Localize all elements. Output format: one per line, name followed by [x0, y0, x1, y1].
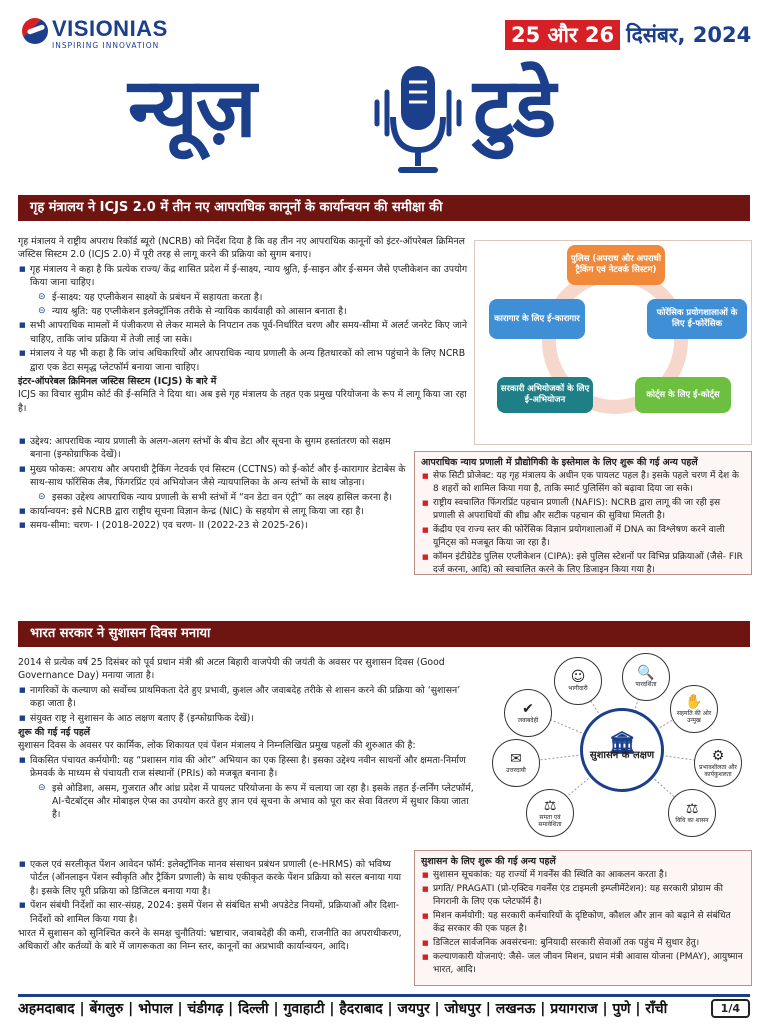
trait-accountability	[504, 689, 552, 737]
brand-name: VISIONIAS	[52, 16, 168, 41]
chat-icon: ✉	[510, 751, 522, 767]
governance-challenges: भारत में सुशासन को सुनिश्चित करने के समक्ष चुनौतियां: भ्रष्टाचार, जवाबदेही की कमी, राजनीति का अपराधीकरण, अधिकारों और कर्तव्यों के बारे में जागरूकता का निम्न स्तर, कानूनों का अप्रभावी कार्यान्वयन, आदि।	[18, 928, 402, 953]
gauge-icon: ⚙	[711, 747, 725, 764]
section-title-icjs: गृह मंत्रालय ने ICJS 2.0 में तीन नए आपराधिक कानूनों के कार्यान्वयन की समीक्षा की	[18, 195, 750, 221]
section-title-good-governance: भारत सरकार ने सुशासन दिवस मनाया	[18, 621, 750, 647]
governance-center	[580, 708, 664, 792]
list-item: ⊝ इसका उद्देश्य आपराधिक न्याय प्रणाली के सभी स्तंभों में “वन डेटा वन एंट्री” का लक्ष्य हासिल करना है।	[38, 491, 410, 504]
section1-left-column-lower	[18, 435, 410, 534]
initiatives-lead: सुशासन दिवस के अवसर पर कार्मिक, लोक शिकायत एवं पेंशन मंत्रालय ने निम्नलिखित प्रमुख पहलों की शुरुआत की है:	[18, 740, 416, 752]
trait-label: विधि का शासन	[675, 817, 709, 824]
node-courts: कोर्ट्स के लिए ई-कोर्ट्स	[635, 377, 731, 413]
trait-consensus	[670, 685, 718, 733]
section1-intro: गृह मंत्रालय ने राष्ट्रीय अपराध रिकॉर्ड ब्यूरो (NCRB) को निर्देश दिया है कि वह तीन नए आपराधिक कानूनों को इंटर-ऑपरेबल क्रिमिनल जस्टिस सिस्टम 2.0 (ICJS 2.0) में पूरी तरह से लागू करने की प्रक्रिया को सुगम बनाए।	[18, 236, 465, 261]
list-item	[18, 263, 468, 319]
node-prison: कारागार के लिए ई-कारागार	[489, 299, 585, 339]
masthead-today: टुडे	[473, 61, 555, 156]
icjs-pillars-diagram	[474, 240, 752, 445]
trait-label: भागीदारी	[568, 685, 588, 692]
trait-label: प्रभावशीलता और कार्यकुशलता	[699, 763, 737, 778]
good-governance-diagram	[490, 653, 750, 843]
list-item: ■ समय-सीमा: चरण- I (2018-2022) एव चरण- II (2022-23 से 2025-26)।	[18, 519, 410, 532]
list-item: ⊝ न्याय श्रुति: यह एप्लीकेशन इलेक्ट्रॉनिक तरीके से न्यायिक कार्यवाही को आसान बनाता है।	[38, 305, 468, 318]
page-number: 1/4	[711, 999, 750, 1018]
list-item: ■ एकल एवं सरलीकृत पेंशन आवेदन फॉर्म: इलेक्ट्रॉनिक मानव संसाधन प्रबंधन प्रणाली (e-HRMS) को भविष्य पोर्टल (ऑनलाइन पेंशन स्वीकृति और ट्रैकिंग प्रणाली) के साथ एकीकृत करके पेंशन प्रक्रिया को सरल बनाया गया है। इसके लिए पूरी प्रक्रिया को डिजिटल बनाया गया है।	[18, 858, 410, 898]
news-today-masthead	[128, 62, 648, 177]
list-item: ■ कार्यान्वयन: इसे NCRB द्वारा राष्ट्रीय सूचना विज्ञान केन्द्र (NIC) के सहयोग से लागू किया जा रहा है।	[18, 505, 410, 518]
other-initiatives-box-1	[414, 451, 752, 575]
city-list: अहमदाबाद | बेंगलुरु | भोपाल | चंडीगढ़ | दिल्ली | गुवाहाटी | हैदराबाद | जयपुर | जोधपुर | लखनऊ | प्रयागराज | पुणे | राँची	[18, 1001, 668, 1017]
brand-tagline: INSPIRING INNOVATION	[52, 41, 160, 50]
trait-label: पारदर्शिता	[635, 681, 657, 688]
list-item: ■ संयुक्त राष्ट्र ने सुशासन के आठ लक्षण बताए हैं (इन्फोग्राफिक देखें)।	[18, 712, 474, 725]
globe-logo-icon	[22, 18, 48, 44]
list-item: ■ सेफ सिटी प्रोजेक्ट: यह गृह मंत्रालय के अधीन एक पायलट पहल है। इसके पहले चरण में देश के 8 शहरों को शामिल किया गया है, ताकि स्मार्ट पुलिसिंग को बढ़ावा दिया जा सके।	[421, 470, 745, 496]
list-item: ■ केंद्रीय एव राज्य स्तर की फोरेंसिक विज्ञान प्रयोगशालाओं में DNA का विश्लेषण करने वाली यूनिट्स को मजबूत किया जा रहा है।	[421, 524, 745, 550]
icjs-main-focus: मुख्य फोकस: अपराध और अपराधी ट्रैकिंग नेटवर्क एवं सिस्टम (CCTNS) को ई-कोर्ट और ई-कारागार डेटाबेस के साथ-साथ फॉरेंसिक लैब, फिंगरप्रिंट एवं अभियोजन जैसे न्यायपालिका के अन्य स्तंभों के साथ जोड़ना।	[30, 463, 406, 489]
microphone-icon	[373, 62, 463, 177]
visionias-logo	[22, 18, 168, 50]
list-item: ■ मंत्रालय ने यह भी कहा है कि जांच अधिकारियों और आपराधिक न्याय प्रणाली के अन्य हितधारकों को लाभ पहुंचाने के लिए NCRB द्वारा एक डेटा समृद्ध प्लेटफॉर्म बनाया जाना चाहिए।	[18, 347, 468, 374]
trait-rule-of-law	[668, 789, 716, 837]
group-icon: ⚖	[543, 797, 557, 814]
list-item: ⊝ ई-साक्ष्य: यह एप्लीकेशन साक्ष्यों के प्रबंधन में सहायता करता है।	[38, 291, 468, 304]
node-police: पुलिस (अपराध और अपराधी ट्रैकिंग एवं नेटवर्क सिस्टम)	[567, 245, 665, 285]
node-forensic: फोरेंसिक प्रयोगशालाओं के लिए ई-फोरेंसिक	[647, 299, 747, 339]
trait-effectiveness	[694, 739, 742, 787]
building-icon: 🏛	[608, 731, 636, 756]
checklist-icon: ✔	[522, 701, 534, 717]
node-prosecution: सरकारी अभियोजकों के लिए ई-अभियोजन	[497, 377, 593, 413]
list-item	[18, 754, 474, 822]
people-icon: ☺	[570, 669, 586, 685]
issue-date	[505, 20, 751, 50]
list-item	[18, 463, 410, 504]
list-item: ■ कल्याणकारी योजनाएं: जैसे- जल जीवन मिशन, प्रधान मंत्री आवास योजना (PMAY), आयुष्मान भारत, आदि।	[421, 951, 745, 977]
section2-left-column	[18, 656, 474, 823]
trait-label: जवाबदेही	[517, 717, 539, 724]
section1-point-1: गृह मंत्रालय ने कहा है कि प्रत्येक राज्य/ केंद्र शासित प्रदेश में ई-साक्ष्य, न्याय श्रुति, ई-साइन और ई-समन जैसे एप्लीकेशन का उपयोग किया जाना चाहिए।	[30, 263, 468, 289]
trait-responsiveness	[492, 739, 540, 787]
gavel-icon: ⚖	[685, 801, 699, 817]
section2-left-column-lower	[18, 858, 410, 955]
icjs-about: ICJS का विचार सुप्रीम कोर्ट की ई-समिति ने दिया था। अब इसे गृह मंत्रालय के तहत एक प्रमुख परियोजना के रूप में लागू किया जा रहा है।	[18, 389, 467, 414]
trait-label: सहमति की ओर उन्मुख	[676, 709, 712, 724]
initiatives-subheading: शुरू की गई नई पहलें	[18, 727, 91, 739]
list-item: ■ राष्ट्रीय स्वचालित फिंगरप्रिंट पहचान प्रणाली (NAFIS): NCRB द्वारा लागू की जा रही इस प्रणाली से अपराधियों की शीघ्र और सटीक पहचान की सुविधा मिलती है।	[421, 497, 745, 523]
trait-label: समता एवं समावेशिता	[538, 813, 562, 828]
box2-title: सुशासन के लिए शुरू की गई अन्य पहलें	[421, 856, 556, 867]
list-item: ■ कॉमन इंटीग्रेटेड पुलिस एप्लीकेशन (CIPA): इसे पुलिस स्टेशनों पर विभिन्न प्रक्रियाओं (जैसे- FIR दर्ज करना, आदि) को स्वचालित करने के लिए डिजाइन किया गया है।	[421, 551, 745, 577]
list-item: ■ पेंशन संबंधी निर्देशों का सार-संग्रह, 2024: इसमें पेंशन से संबंधित सभी अपडेटेड नियमों, प्रक्रियाओं और दिशा-निर्देशों को शामिल किया गया है।	[18, 899, 410, 926]
masthead-news: न्यूज़	[128, 61, 255, 156]
list-item: ■ नागरिकों के कल्याण को सर्वोच्च प्राथमिकता देते हुए प्रभावी, कुशल और जवाबदेह तरीके से शासन करने की प्रक्रिया को ‘सुशासन’ कहा जाता है।	[18, 684, 474, 711]
list-item: ⊝ इसे ओडिशा, असम, गुजरात और आंध्र प्रदेश में पायलट परियोजना के रूप में चलाया जा रहा है। इसके तहत ई-लर्निंग प्लेटफॉर्म, AI-चैटबॉट्स और मोबाइल ऐप्स का उपयोग करते हुए ज्ञान एवं सूचना के अभाव को पूरा कर सेवा वितरण में सुधार किया जाता है।	[38, 782, 474, 822]
list-item: ■ सभी आपराधिक मामलों में पंजीकरण से लेकर मामले के निपटान तक पूर्व-निर्धारित चरण और समय-सीमा में अलर्ट जनरेट किए जाने चाहिए, ताकि जांच प्रक्रिया में तेजी लाई जा सके।	[18, 319, 468, 346]
issue-date-month-year: दिसंबर, 2024	[626, 23, 752, 47]
footer	[18, 994, 750, 1020]
list-item: ■ उद्देश्य: आपराधिक न्याय प्रणाली के अलग-अलग स्तंभों के बीच डेटा और सूचना के सुगम हस्तांतरण को सक्षम बनाना (इन्फोग्राफिक देखें)।	[18, 435, 410, 462]
trait-participation	[554, 657, 602, 705]
trait-transparency	[622, 653, 670, 701]
box1-title: आपराधिक न्याय प्रणाली में प्रौद्योगिकी के इस्तेमाल के लिए शुरू की गई अन्य पहलें	[421, 457, 698, 468]
section2-intro: 2014 से प्रत्येक वर्ष 25 दिसंबर को पूर्व प्रधान मंत्री श्री अटल बिहारी वाजपेयी की जयंती के अवसर पर सुशासन दिवस (Good Governance Day) मनाया जाता है।	[18, 657, 445, 682]
section1-left-column	[18, 235, 468, 416]
other-initiatives-box-2	[414, 850, 752, 986]
list-item: ■ सुशासन सूचकांक: यह राज्यों में गवर्नेंस की स्थिति का आकलन करता है।	[421, 869, 745, 882]
trait-equity	[526, 789, 574, 837]
governance-center-label: सुशासन के लक्षण	[589, 750, 655, 761]
list-item: ■ डिजिटल सार्वजनिक अवसंरचना: बुनियादी सरकारी सेवाओं तक पहुंच में सुधार हेतु।	[421, 937, 745, 950]
issue-date-days: 25 और 26	[505, 20, 620, 50]
handshake-icon: ✋	[685, 693, 703, 710]
icjs-subheading: इंटर-ऑपरेबल क्रिमिनल जस्टिस सिस्टम (ICJS) के बारे में	[18, 376, 217, 388]
panchayat-karmayogi: विकसित पंचायत कर्मयोगी: यह “प्रशासन गांव की ओर” अभियान का एक हिस्सा है। इसका उद्देश्य नवीन साधनों और क्षमता-निर्माण फ्रेमवर्क के माध्यम से पंचायती राज संस्थानों (PRIs) को मजबूत बनाना है।	[30, 754, 466, 780]
magnifier-icon: 🔍	[637, 665, 655, 681]
list-item: ■ मिशन कर्मयोगी: यह सरकारी कर्मचारियों के दृष्टिकोण, कौशल और ज्ञान को बढ़ाने से संबंधित केंद्र सरकार की एक पहल है।	[421, 910, 745, 936]
list-item: ■ प्रगति/ PRAGATI (प्रो-एक्टिव गवर्नेंस एंड टाइमली इम्प्लीमेंटेशन): यह सरकारी प्रोग्राम की निगरानी के लिए एक प्लेटफॉर्म है।	[421, 883, 745, 909]
trait-label: उत्तरदायी	[506, 767, 526, 774]
